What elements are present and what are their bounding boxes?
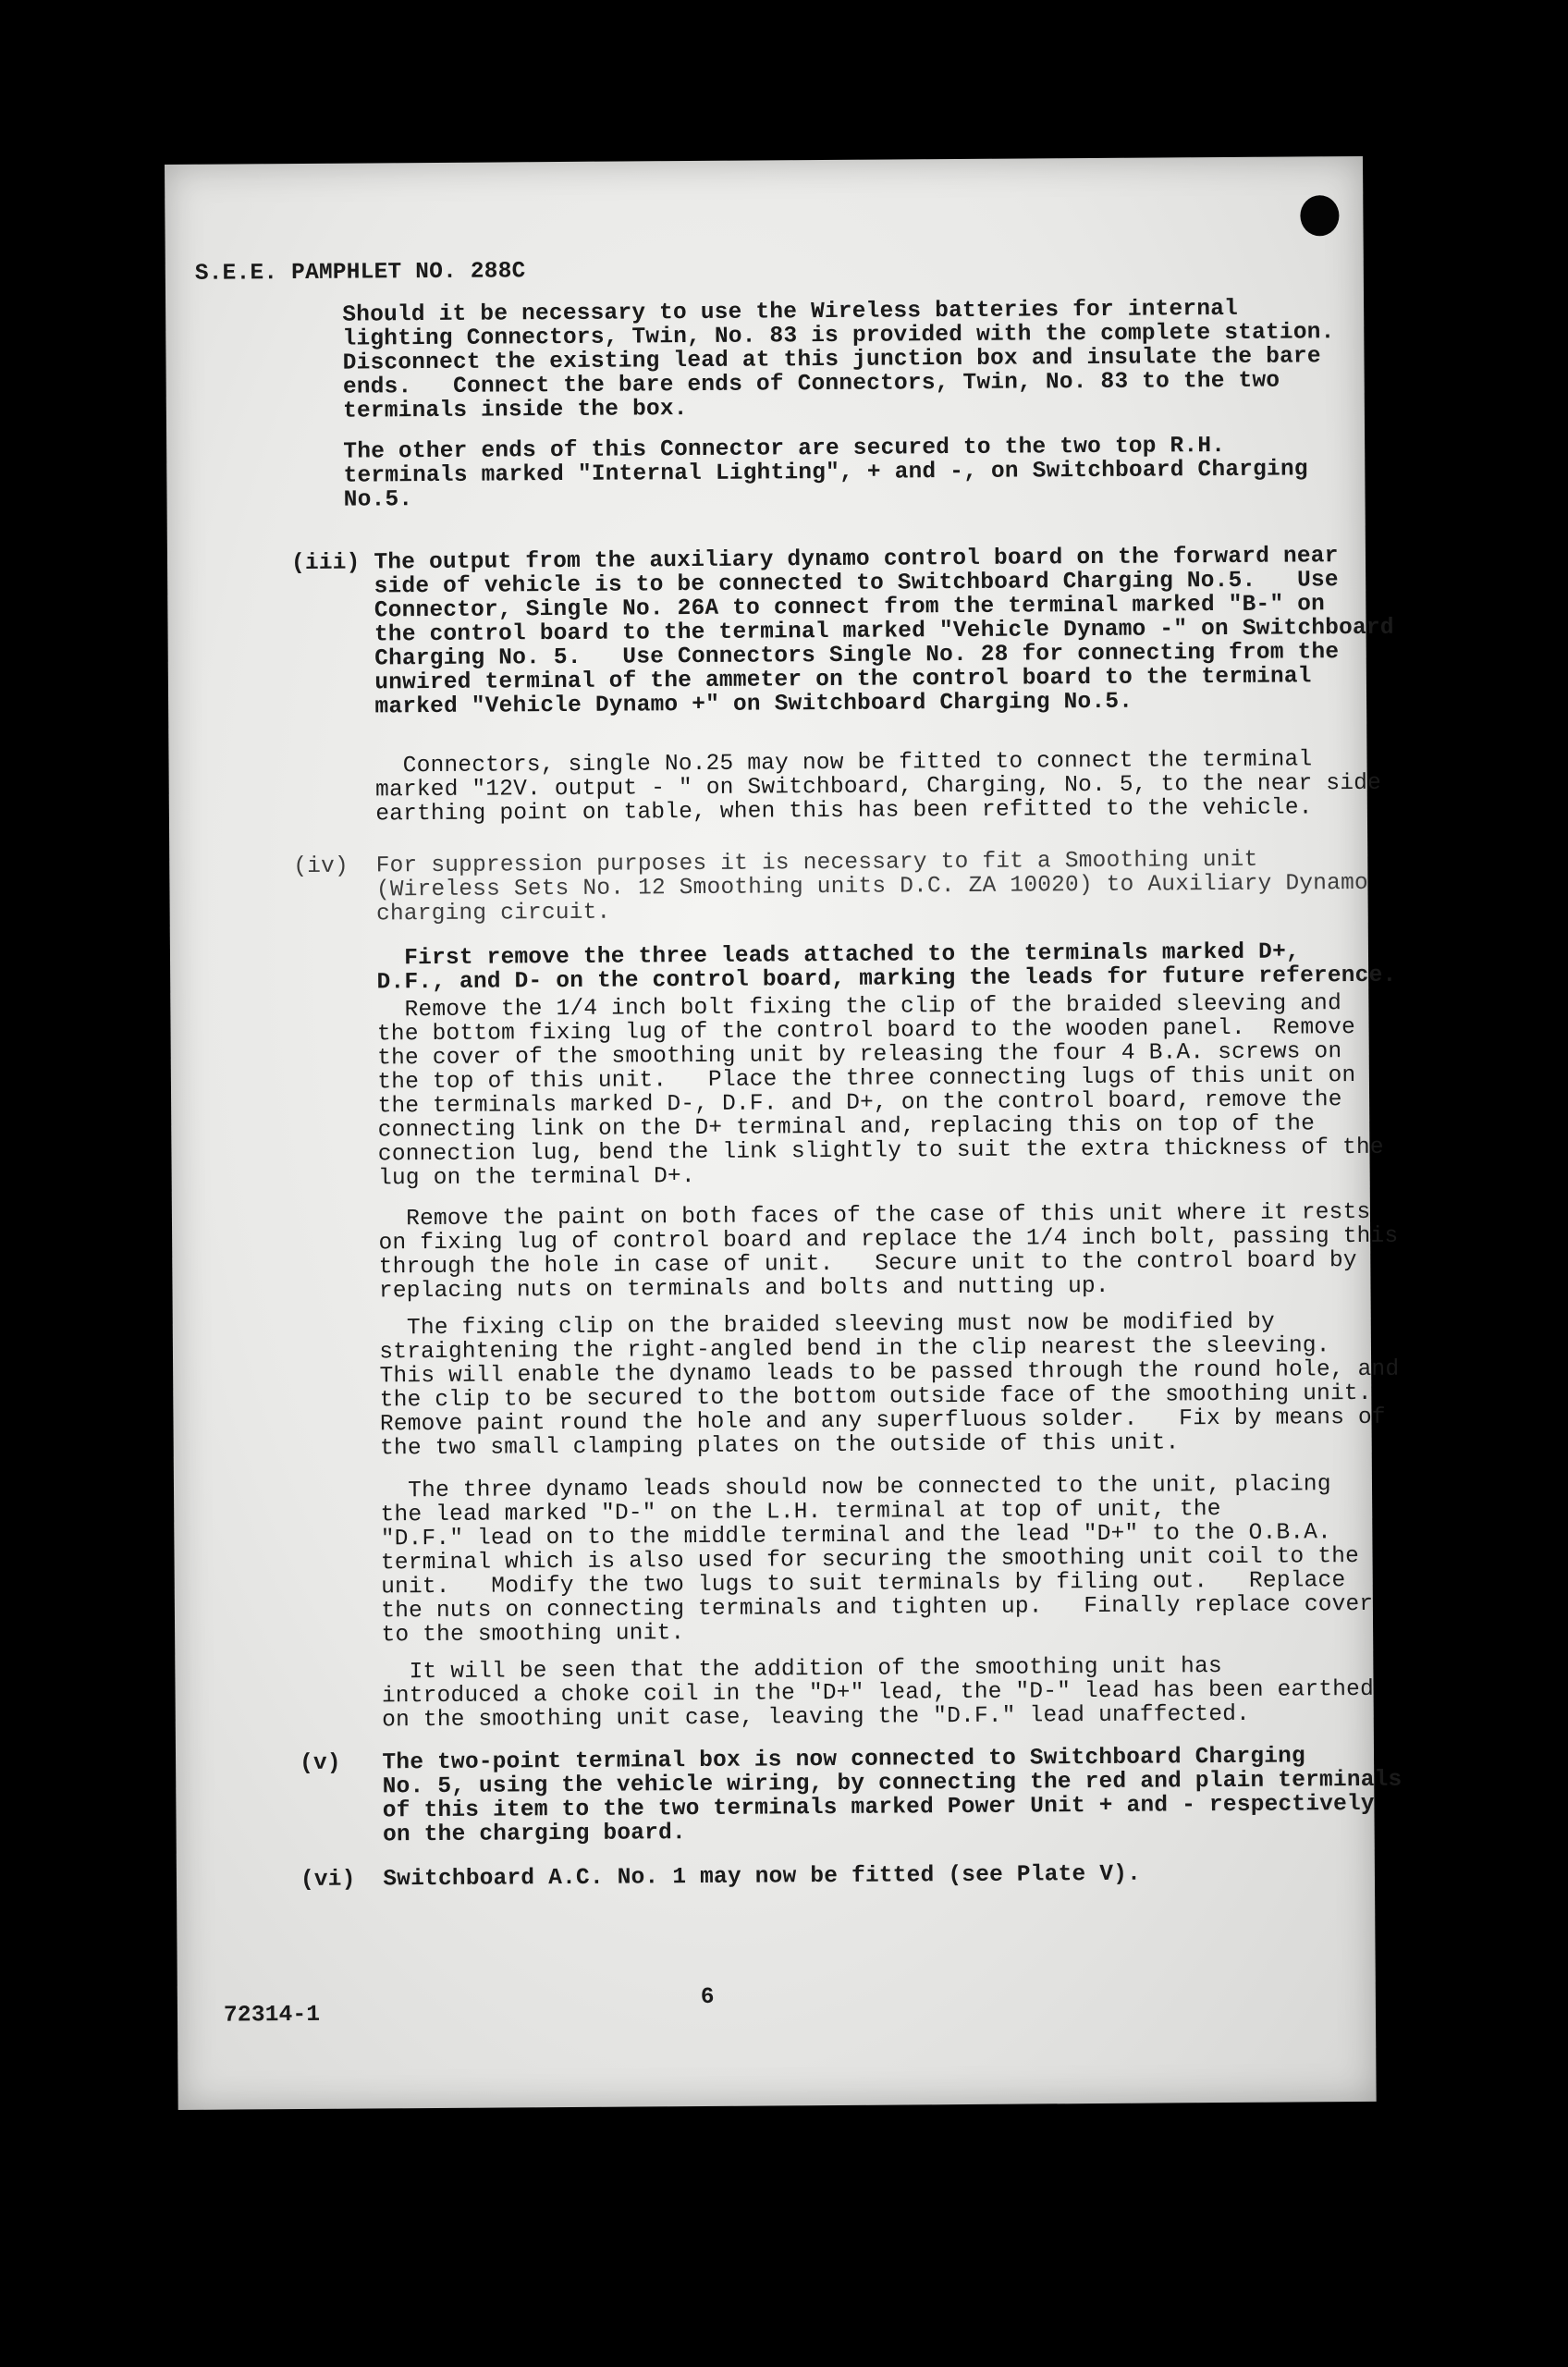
paragraph-vi: (vi) Switchboard A.C. No. 1 may now be fitted (see Plate V). [300, 1861, 1142, 1894]
footer-reference: 72314-1 [223, 2002, 321, 2029]
paragraph-remove-paint: Remove the paint on both faces of the case of this unit where it rests on fixing lug of control board and replace the 1/4 inch bolt, passing this through the hole in case of unit. Secure unit to the control board by replacing nuts on terminals and bolts and nutting up. [295, 1199, 1399, 1306]
paragraph-1: Should it be necessary to use the Wireless batteries for internal lighting Connectors, Twin, No. 83 is provided with the complete station. Disconnect the existing lead at this junction box and insulate the bare ends. Connect the bare ends of Connectors, Twin, No. 83 to the two terminals inside the box. [232, 296, 1335, 425]
paragraph-connectors-25: Connectors, single No.25 may now be fitted to connect the terminal marked "12V. output - " on Switchboard, Charging, No. 5, to the near side earthing point on table, when this has been refitted to the vehicle. [292, 747, 1382, 828]
pamphlet-header: S.E.E. PAMPHLET NO. 288C [194, 259, 526, 287]
punch-hole [1300, 195, 1339, 236]
paragraph-iii: (iii) The output from the auxiliary dynamo control board on the forward near side of vehicle is to be connected to Switchboard Charging No.5. Use Connector, Single No. 26A to connect from the terminal marked "B-" on the control board to the terminal marked "Vehicle Dynamo -" on Switchboard Charging No. 5. Use Connectors Single No. 28 for connecting from the unwired terminal of the ammeter on the control board to the terminal marked "Vehicle Dynamo +" on Switchboard Charging No.5. [290, 544, 1394, 721]
paragraph-remove-bolt: Remove the 1/4 inch bolt fixing the clip of the braided sleeving and the bottom fixing lug of the control board to the wooden panel. Remove the cover of the smoothing unit by releasing the four 4 B.A. screws on the top of this unit. Place the three connecting lugs of this unit on the terminals marked D-, D.F. and D+, on the control board, remove the connecting link on the D+ terminal and, replacing this on top of the connection lug, bend the link slightly to suit the extra thickness of the lug on the terminal D+. [294, 991, 1384, 1193]
document-page [165, 156, 1403, 2110]
paragraph-2: The other ends of this Connector are secured to the two top R.H. terminals marked "Internal Lighting", + and -, on Switchboard Charging No.5. [233, 433, 1308, 514]
paragraph-dynamo-leads: The three dynamo leads should now be connected to the unit, placing the lead marked "D-" on the L.H. terminal at top of unit, the "D.F." lead on to the middle terminal and the lead "D+" to the O.B.A. terminal which is also used for securing the smoothing unit coil to the unit. Modify the two lugs to suit terminals by filing out. Replace the nuts on connecting terminals and tighten up. Finally replace cover to the smoothing unit. [297, 1472, 1374, 1650]
paragraph-iv: (iv) For suppression purposes it is necessary to fit a Smoothing unit (Wireless Sets No. 12 Smoothing units D.C. ZA 10020) to Auxiliary Dynamo charging circuit. [293, 847, 1368, 928]
paragraph-smoothing-added: It will be seen that the addition of the smoothing unit has introduced a choke coil in the "D+" lead, the "D-" lead has been earthed on the smoothing unit case, leaving the "D.F." lead unaffected. [299, 1654, 1375, 1735]
paragraph-v: (v) The two-point terminal box is now connected to Switchboard Charging No. 5, using the vehicle wiring, by connecting the red and plain terminals of this item to the two terminals marked Power Unit + and - respectively on the charging board. [299, 1744, 1403, 1849]
page-number: 6 [700, 1984, 715, 2010]
paragraph-first-remove: First remove the three leads attached to the terminals marked D+, D.F., and D- on the control board, marking the leads for future reference. [293, 939, 1397, 997]
paragraph-fixing-clip: The fixing clip on the braided sleeving must now be modified by straightening the right-angled bend in the clip nearest the sleeving. This will enable the dynamo leads to be passed through the round hole, and the clip to be secured to the bottom outside face of the smoothing unit. Remove paint round the hole and any superfluous solder. Fix by means of the two small clamping plates on the outside of this unit. [296, 1309, 1400, 1463]
